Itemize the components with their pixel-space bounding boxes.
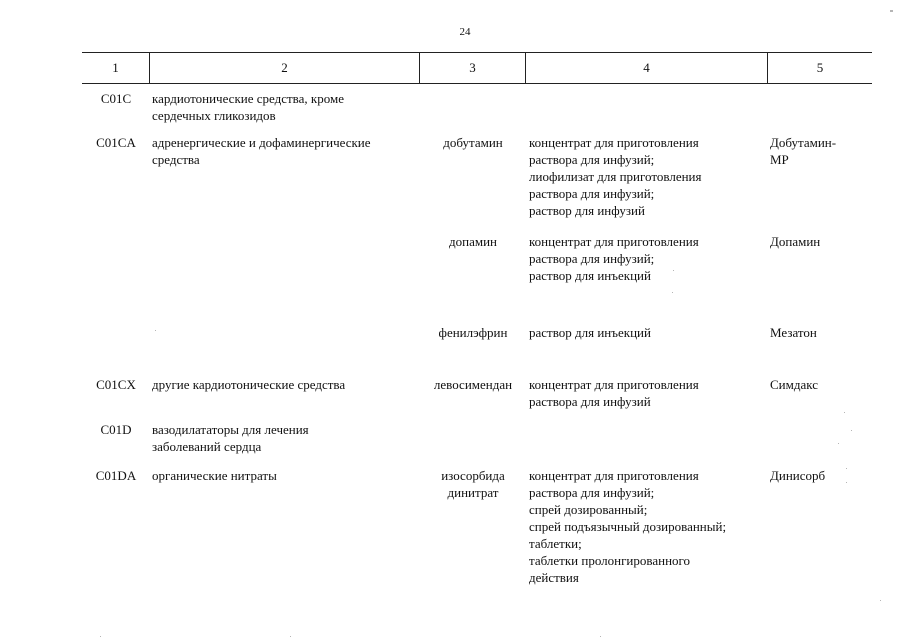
- group-description: [152, 134, 412, 168]
- header-col-5: 5: [816, 60, 824, 75]
- group-description: [152, 376, 412, 393]
- scan-speck: [846, 482, 847, 483]
- drug-name: [420, 467, 526, 501]
- scan-speck: [846, 468, 847, 469]
- text-line: таблетки пролонгированного: [529, 553, 691, 568]
- text-line: концентрат для приготовления: [529, 135, 699, 150]
- drug-name: [420, 233, 526, 250]
- text-line: лиофилизат для приготовления: [529, 169, 702, 184]
- dosage-forms: [529, 134, 769, 219]
- group-description: [152, 90, 412, 124]
- text-line: Динисорб: [770, 468, 826, 483]
- text-line: раствор для инъекций: [529, 325, 651, 340]
- atc-code: C01CX: [96, 377, 136, 392]
- text-line: раствора для инфузий: [529, 394, 651, 409]
- scan-speck: [844, 412, 845, 413]
- atc-code: C01DA: [95, 468, 137, 483]
- text-line: МР: [770, 152, 789, 167]
- scan-speck: [673, 270, 674, 271]
- text-line: спрей дозированный;: [529, 502, 648, 517]
- atc-code: C01CA: [96, 135, 136, 150]
- atc-code: C01D: [100, 422, 132, 437]
- trade-name: [770, 134, 870, 168]
- text-line: раствора для инфузий;: [529, 251, 655, 266]
- text-line: концентрат для приготовления: [529, 234, 699, 249]
- text-line: заболеваний сердца: [152, 439, 262, 454]
- text-line: раствора для инфузий;: [529, 152, 655, 167]
- text-line: раствора для инфузий;: [529, 485, 655, 500]
- drug-name: [420, 376, 526, 393]
- text-line: концентрат для приготовления: [529, 468, 699, 483]
- text-line: органические нитраты: [152, 468, 277, 483]
- text-line: концентрат для приготовления: [529, 377, 699, 392]
- group-description: [152, 421, 412, 455]
- text-line: изосорбида: [441, 468, 505, 483]
- dosage-forms: [529, 376, 769, 410]
- scan-speck: [155, 330, 156, 331]
- scan-speck: [880, 600, 881, 601]
- text-line: средства: [152, 152, 200, 167]
- text-line: Допамин: [770, 234, 821, 249]
- text-line: раствор для инфузий: [529, 203, 645, 218]
- text-line: действия: [529, 570, 579, 585]
- scan-speck: [851, 430, 852, 431]
- scan-speck: [838, 443, 839, 444]
- trade-name: [770, 233, 870, 250]
- scan-speck: [600, 636, 601, 637]
- text-line: кардиотонические средства, кроме: [152, 91, 344, 106]
- scan-speck: [890, 10, 893, 12]
- trade-name: [770, 324, 870, 341]
- drug-name: [420, 324, 526, 341]
- scan-speck: [100, 636, 101, 637]
- dosage-forms: [529, 324, 769, 341]
- page-number: 24: [459, 26, 471, 38]
- drug-name: [420, 134, 526, 151]
- header-col-4: 4: [643, 60, 650, 75]
- text-line: сердечных гликозидов: [152, 108, 276, 123]
- text-line: фенилэфрин: [438, 325, 508, 340]
- header-col-2: 2: [281, 60, 288, 75]
- table-header: [82, 52, 872, 84]
- text-line: адренергические и дофаминергические: [152, 135, 371, 150]
- text-line: Мезатон: [770, 325, 817, 340]
- trade-name: [770, 376, 870, 393]
- text-line: раствора для инфузий;: [529, 186, 655, 201]
- text-line: Добутамин-: [770, 135, 837, 150]
- text-line: динитрат: [447, 485, 499, 500]
- text-line: другие кардиотонические средства: [152, 377, 346, 392]
- text-line: вазодилататоры для лечения: [152, 422, 309, 437]
- text-line: добутамин: [443, 135, 503, 150]
- group-description: [152, 467, 412, 484]
- text-line: Симдакс: [770, 377, 819, 392]
- atc-code: C01C: [100, 91, 132, 106]
- dosage-forms: [529, 233, 769, 284]
- header-col-3: 3: [469, 60, 476, 75]
- header-col-1: 1: [112, 60, 119, 75]
- text-line: левосимендан: [433, 377, 513, 392]
- dosage-forms: [529, 467, 769, 586]
- text-line: раствор для инъекций: [529, 268, 651, 283]
- text-line: допамин: [449, 234, 497, 249]
- scan-speck: [290, 636, 291, 637]
- scan-speck: [672, 292, 673, 293]
- text-line: таблетки;: [529, 536, 582, 551]
- trade-name: [770, 467, 870, 484]
- text-line: спрей подъязычный дозированный;: [529, 519, 727, 534]
